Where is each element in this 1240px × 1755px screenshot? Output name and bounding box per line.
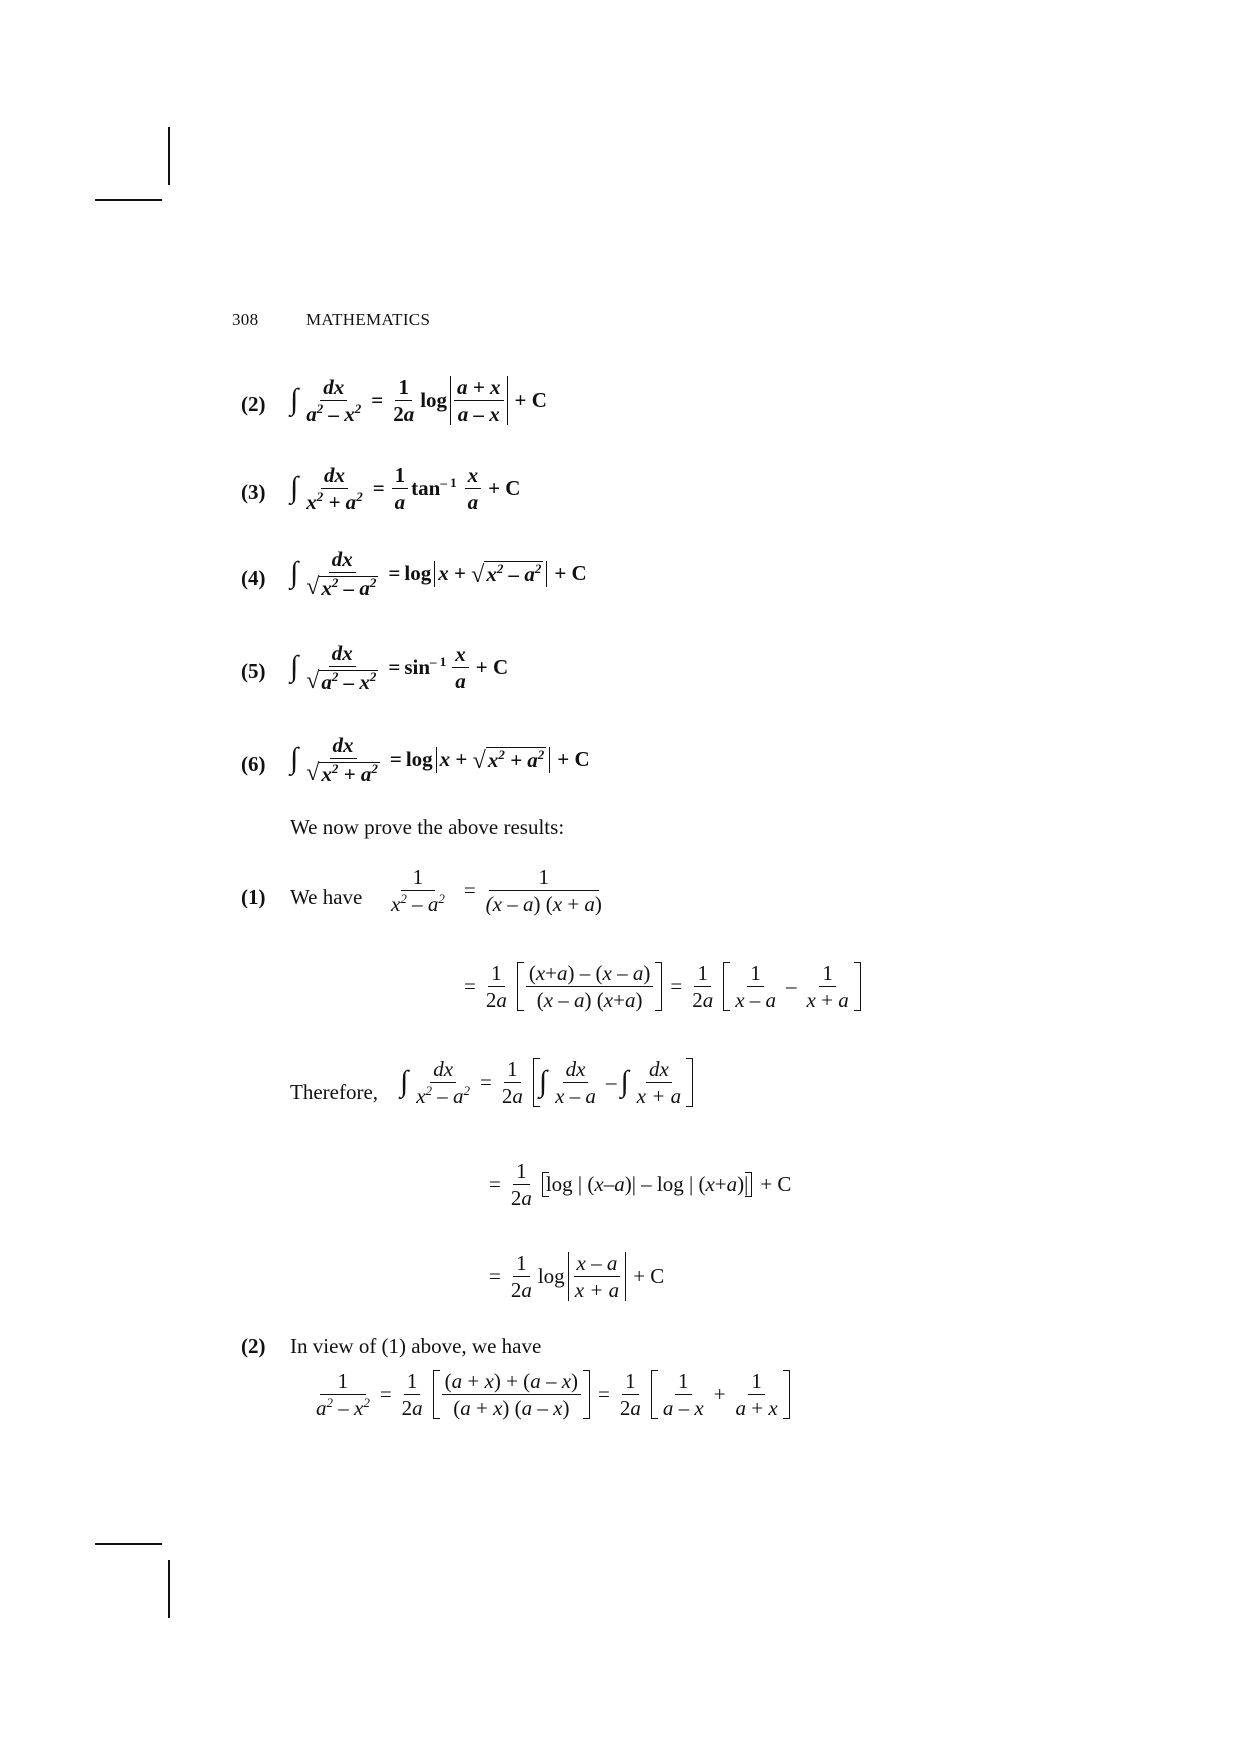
proof-1-equation-a: $\frac{1}{x^2 - a^2}$ = $\frac{1}{(x - a) (x + a)}$ bbox=[391, 865, 602, 917]
formula-6: ∫ dx √ $x^2 + a^2$ = log x + √ $x^2 + a^2$ + C bbox=[290, 733, 590, 787]
formula-2: ∫ $\frac{dx}{a^2 - x^2}$ = $\frac{1}{2a}$ log $\frac{a + x}{a - x}$ + C bbox=[290, 375, 547, 427]
crop-mark-bottom-horizontal bbox=[95, 1543, 162, 1545]
formula-5: ∫ dx √ $a^2 - x^2$ = $\sin^{- 1}$ $\frac{x}{a}$ + C bbox=[290, 641, 509, 695]
formula-4-label: (4) bbox=[241, 566, 266, 590]
proof-2-text: In view of (1) above, we have bbox=[290, 1334, 542, 1358]
crop-mark-bottom-vertical bbox=[168, 1560, 170, 1618]
formula-2-label: (2) bbox=[241, 392, 266, 416]
running-title: MATHEMATICS bbox=[306, 310, 431, 329]
therefore-equation: ∫ $\frac{dx}{x^2 - a^2}$ = $\frac{1}{2a}$ ∫ $\frac{dx}{x - a}$ – ∫ $\frac{dx}{x + a}$ bbox=[400, 1058, 697, 1107]
formula-3-label: (3) bbox=[241, 480, 266, 504]
page-number: 308 bbox=[232, 310, 259, 329]
proof-1-label: (1) bbox=[241, 885, 266, 909]
formula-3: ∫ $\frac{dx}{x^2 + a^2}$ = $\frac{1}{a}$ $\tan^{- 1}$ $\frac{x}{a}$ + C bbox=[290, 463, 521, 515]
formula-5-label: (5) bbox=[241, 659, 266, 683]
proof-2-equation: $\frac{1}{a^2 - x^2}$ = $\frac{1}{2a}$ $\frac{(a + x) + (a - x)}{(a + x) (a - x)}$ = $\frac{1}{2a}$ $\frac{1}{a - x}$ + $\frac{1}{a + x}$ bbox=[310, 1370, 794, 1419]
formula-6-label: (6) bbox=[241, 752, 266, 776]
proof-2-label: (2) bbox=[241, 1334, 266, 1358]
proof-intro: We now prove the above results: bbox=[290, 815, 565, 839]
crop-mark-top-horizontal bbox=[95, 199, 162, 201]
proof-1-we-have: We have bbox=[290, 885, 363, 909]
crop-mark-top-vertical bbox=[168, 127, 170, 185]
therefore-step-3: = $\frac{1}{2a}$ log $\frac{x - a}{x + a}$ + C bbox=[489, 1251, 665, 1303]
formula-4: ∫ dx √ $x^2 - a^2$ = log x + √ $x^2 - a^2$ + C bbox=[290, 547, 587, 601]
therefore-label: Therefore, bbox=[290, 1080, 379, 1104]
therefore-step-2: = $\frac{1}{2a}$ log | ( x – a )| – log | ( x + a )| + C bbox=[489, 1159, 792, 1211]
proof-1-equation-b: = $\frac{1}{2a}$ $\frac{(x+a) - (x - a)}{(x - a) (x+a)}$ = $\frac{1}{2a}$ $\frac{1}{x - a}$ – $\frac{1}{x + a}$ bbox=[460, 962, 865, 1011]
